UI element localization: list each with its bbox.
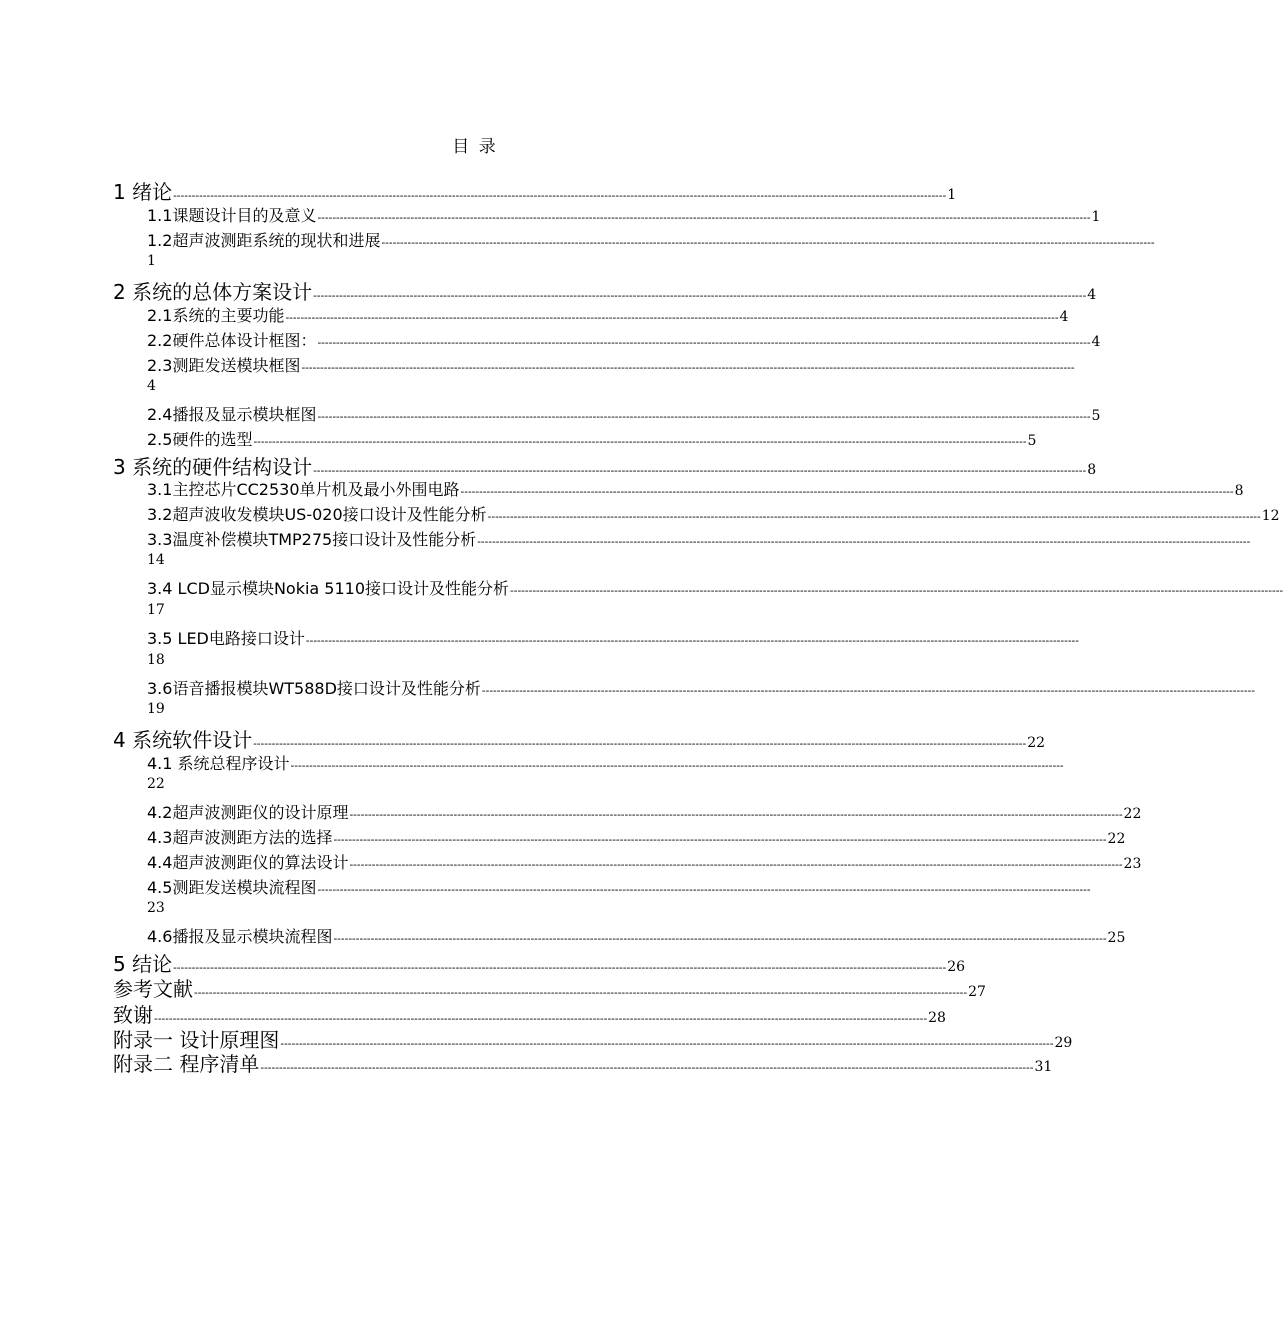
toc-entry-page: 19 <box>147 701 165 717</box>
toc-entry[interactable] <box>147 800 1142 823</box>
dot-leader: ---------------------------------------------------------------------------------------------------------------------------------------------------------------------------------------------------------------- <box>317 211 1091 224</box>
toc-entry[interactable] <box>147 576 1283 599</box>
dot-leader: ---------------------------------------------------------------------------------------------------------------------------------------------------------------------------------------------------------------- <box>333 833 1107 846</box>
page-title: 目 录 <box>452 137 498 157</box>
dot-leader: ---------------------------------------------------------------------------------------------------------------------------------------------------------------------------------------------------------------- <box>460 485 1234 498</box>
toc-entry-label: 1.2超声波测距系统的现状和进展 <box>147 231 381 250</box>
toc-entry-page: 29 <box>1054 1035 1073 1051</box>
toc-entry-page: 26 <box>947 959 966 975</box>
toc-entry[interactable] <box>147 303 1069 326</box>
toc-entry-label: 1.1课题设计目的及意义 <box>147 206 317 225</box>
toc-entry-page: 8 <box>1234 483 1244 499</box>
dot-leader: ---------------------------------------------------------------------------------------------------------------------------------------------------------------------------------------------------------------- <box>280 1037 1054 1050</box>
dot-leader: ---------------------------------------------------------------------------------------------------------------------------------------------------------------------------------------------------------------- <box>290 759 1064 772</box>
toc-entry-label: 2.1系统的主要功能 <box>147 306 285 325</box>
toc-entry-label: 2 系统的总体方案设计 <box>113 280 313 304</box>
dot-leader: ---------------------------------------------------------------------------------------------------------------------------------------------------------------------------------------------------------------- <box>317 336 1091 349</box>
toc-entry-label: 3 系统的硬件结构设计 <box>113 455 313 479</box>
toc-entry-page: 1 <box>947 187 957 203</box>
dot-leader: ---------------------------------------------------------------------------------------------------------------------------------------------------------------------------------------------------------------- <box>317 883 1091 896</box>
toc-entry-page: 23 <box>1123 856 1142 872</box>
toc-entry-label: 3.1主控芯片CC2530单片机及最小外围电路 <box>147 480 460 499</box>
toc-entry-page: 5 <box>1027 433 1037 449</box>
dot-leader: ---------------------------------------------------------------------------------------------------------------------------------------------------------------------------------------------------------------- <box>317 410 1091 423</box>
toc-entry-label: 5 结论 <box>113 952 173 976</box>
toc-entry[interactable] <box>147 477 1244 500</box>
toc-entry-page: 4 <box>1059 309 1069 325</box>
toc-entry-page: 4 <box>1091 334 1101 350</box>
toc-entry[interactable] <box>113 1048 1053 1077</box>
toc-entry-label: 致谢 <box>113 1003 153 1027</box>
toc-entry-page: 17 <box>147 602 165 618</box>
toc-entry[interactable] <box>147 751 1064 774</box>
toc-entry-label: 4.4超声波测距仪的算法设计 <box>147 853 349 872</box>
toc-entry-label: 3.3温度补偿模块TMP275接口设计及性能分析 <box>147 530 477 549</box>
toc-entry-label: 4.5测距发送模块流程图 <box>147 878 317 897</box>
toc-entry[interactable] <box>113 176 957 205</box>
toc-entry-page: 1 <box>1091 209 1101 225</box>
toc-entry-page: 28 <box>928 1010 946 1026</box>
toc-entry[interactable] <box>113 724 1046 753</box>
toc-entry-label: 2.2硬件总体设计框图： <box>147 331 317 350</box>
dot-leader: ---------------------------------------------------------------------------------------------------------------------------------------------------------------------------------------------------------------- <box>285 311 1059 324</box>
toc-entry[interactable] <box>147 502 1280 525</box>
toc-entry[interactable] <box>113 451 1097 480</box>
toc-entry-page: 14 <box>147 552 165 568</box>
toc-entry[interactable] <box>147 924 1126 947</box>
toc-entry[interactable] <box>147 402 1101 425</box>
toc-entry-page: 4 <box>147 378 156 394</box>
dot-leader: ---------------------------------------------------------------------------------------------------------------------------------------------------------------------------------------------------------------- <box>381 236 1155 249</box>
toc-entry[interactable] <box>147 676 1255 699</box>
toc-entry-page: 22 <box>1123 806 1142 822</box>
dot-leader: ---------------------------------------------------------------------------------------------------------------------------------------------------------------------------------------------------------------- <box>349 858 1123 871</box>
toc-entry-page: 18 <box>147 652 165 668</box>
toc-entry[interactable] <box>147 427 1037 450</box>
toc-entry[interactable] <box>147 825 1126 848</box>
dot-leader: ---------------------------------------------------------------------------------------------------------------------------------------------------------------------------------------------------------------- <box>194 986 968 999</box>
dot-leader: ---------------------------------------------------------------------------------------------------------------------------------------------------------------------------------------------------------------- <box>301 361 1075 374</box>
toc-entry-label: 2.4播报及显示模块框图 <box>147 405 317 424</box>
toc-entry-label: 4.2超声波测距仪的设计原理 <box>147 803 349 822</box>
toc-entry-label: 3.5 LED电路接口设计 <box>147 629 305 648</box>
toc-entry-page: 31 <box>1034 1059 1053 1075</box>
dot-leader: ---------------------------------------------------------------------------------------------------------------------------------------------------------------------------------------------------------------- <box>305 634 1079 647</box>
toc-entry-label: 附录二 程序清单 <box>113 1052 260 1076</box>
toc-entry[interactable] <box>147 875 1091 898</box>
toc-entry-label: 4.6播报及显示模块流程图 <box>147 927 333 946</box>
toc-entry-label: 4.3超声波测距方法的选择 <box>147 828 333 847</box>
toc-entry-page: 27 <box>968 984 986 1000</box>
dot-leader: ---------------------------------------------------------------------------------------------------------------------------------------------------------------------------------------------------------------- <box>260 1061 1034 1074</box>
toc-entry-page: 23 <box>147 900 165 916</box>
toc-entry-page: 25 <box>1107 930 1126 946</box>
dot-leader: ---------------------------------------------------------------------------------------------------------------------------------------------------------------------------------------------------------------- <box>477 535 1251 548</box>
toc-entry-label: 4.1 系统总程序设计 <box>147 754 290 773</box>
toc-entry-page: 22 <box>1027 735 1046 751</box>
toc-entry[interactable] <box>147 203 1101 226</box>
toc-entry-label: 3.2超声波收发模块US-020接口设计及性能分析 <box>147 505 487 524</box>
dot-leader: ---------------------------------------------------------------------------------------------------------------------------------------------------------------------------------------------------------------- <box>510 584 1283 597</box>
toc-entry[interactable] <box>147 353 1075 376</box>
toc-entry[interactable] <box>113 276 1097 305</box>
dot-leader: ---------------------------------------------------------------------------------------------------------------------------------------------------------------------------------------------------------------- <box>313 289 1087 302</box>
dot-leader: ---------------------------------------------------------------------------------------------------------------------------------------------------------------------------------------------------------------- <box>313 464 1087 477</box>
toc-entry[interactable] <box>147 228 1155 251</box>
dot-leader: ---------------------------------------------------------------------------------------------------------------------------------------------------------------------------------------------------------------- <box>333 932 1107 945</box>
toc-entry-page: 8 <box>1087 462 1097 478</box>
toc-entry-label: 2.5硬件的选型 <box>147 430 253 449</box>
dot-leader: ---------------------------------------------------------------------------------------------------------------------------------------------------------------------------------------------------------------- <box>349 808 1123 821</box>
dot-leader: ---------------------------------------------------------------------------------------------------------------------------------------------------------------------------------------------------------------- <box>154 1012 928 1025</box>
dot-leader: ---------------------------------------------------------------------------------------------------------------------------------------------------------------------------------------------------------------- <box>481 684 1255 697</box>
dot-leader: ---------------------------------------------------------------------------------------------------------------------------------------------------------------------------------------------------------------- <box>253 435 1027 448</box>
toc-entry-label: 2.3测距发送模块框图 <box>147 356 301 375</box>
dot-leader: ---------------------------------------------------------------------------------------------------------------------------------------------------------------------------------------------------------------- <box>253 737 1027 750</box>
toc-entry-label: 1 绪论 <box>113 180 173 204</box>
toc-entry-page: 12 <box>1261 508 1280 524</box>
toc-entry-label: 参考文献 <box>113 977 193 1001</box>
dot-leader: ---------------------------------------------------------------------------------------------------------------------------------------------------------------------------------------------------------------- <box>487 510 1261 523</box>
toc-entry[interactable] <box>147 850 1142 873</box>
toc-entry[interactable] <box>147 626 1079 649</box>
dot-leader: ---------------------------------------------------------------------------------------------------------------------------------------------------------------------------------------------------------------- <box>173 961 947 974</box>
toc-entry-label: 附录一 设计原理图 <box>113 1028 280 1052</box>
toc-entry[interactable] <box>147 328 1101 351</box>
toc-entry-label: 3.4 LCD显示模块Nokia 5110接口设计及性能分析 <box>147 579 510 598</box>
toc-entry-page: 22 <box>1107 831 1126 847</box>
toc-entry-page: 1 <box>147 253 156 269</box>
toc-entry-page: 5 <box>1091 408 1101 424</box>
toc-entry[interactable] <box>147 527 1251 550</box>
toc-entry-page: 22 <box>147 776 165 792</box>
toc-entry-page: 4 <box>1087 287 1097 303</box>
toc-entry-label: 3.6语音播报模块WT588D接口设计及性能分析 <box>147 679 481 698</box>
toc-entry[interactable] <box>113 973 986 1002</box>
toc-entry-label: 4 系统软件设计 <box>113 728 253 752</box>
dot-leader: ---------------------------------------------------------------------------------------------------------------------------------------------------------------------------------------------------------------- <box>173 189 947 202</box>
